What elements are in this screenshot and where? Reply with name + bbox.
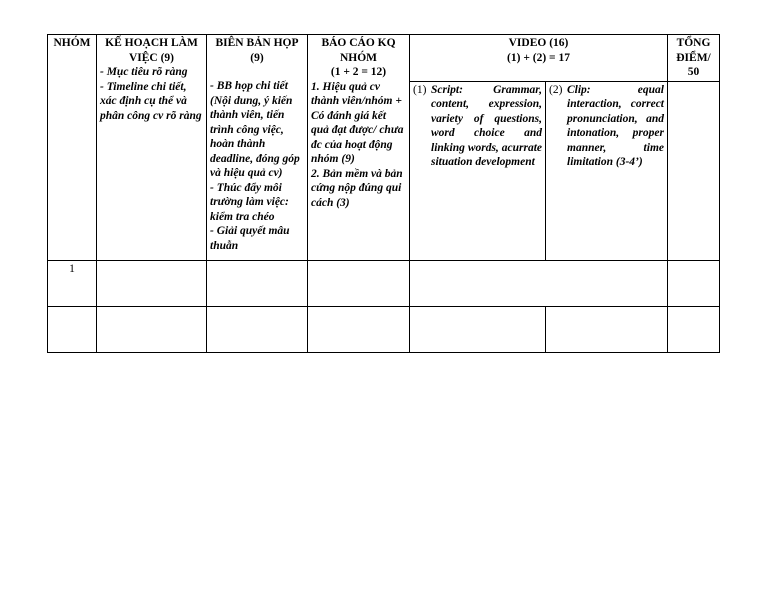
- grading-rubric-table: [47, 34, 720, 353]
- row-cell-video-clip: [546, 306, 668, 352]
- row-cell-tong-diem: [668, 260, 720, 306]
- video-clip-cell: [546, 81, 668, 260]
- header-video: VIDEO (16): [508, 37, 569, 49]
- row-nhom: [48, 306, 97, 352]
- ke-hoach-criterion: - Mục tiêu rõ ràng: [100, 66, 188, 78]
- bao-cao-criterion: 2. Bản mềm và bản cứng nộp đúng qui cách (3): [311, 167, 403, 209]
- bien-ban-criterion: - Thúc đẩy môi trường làm việc: kiểm tra chéo: [210, 181, 289, 223]
- ke-hoach-criterion: - Timeline chi tiết, xác định cụ thể và phân công cv rõ ràng: [100, 80, 202, 122]
- bien-ban-criterion: - Giải quyết mâu thuẫn: [210, 225, 290, 252]
- row-cell-ke-hoach: [97, 306, 207, 352]
- bao-cao-formula: (1 + 2 = 12): [330, 66, 387, 78]
- header-bien-ban-cell: [207, 35, 308, 261]
- row-cell-bao-cao: [308, 260, 410, 306]
- video-clip-number: (2): [549, 83, 563, 96]
- header-bien-ban: BIÊN BẢN HỌP (9): [215, 37, 299, 64]
- row-cell-bien-ban: [207, 306, 308, 352]
- row-cell-video-script: [410, 306, 546, 352]
- bien-ban-criterion: - BB họp chi tiết (Nội dung, ý kiến thành viên, tiến trình công việc, hoàn thành deadline, đóng góp và hiệu quả cv): [210, 80, 300, 179]
- video-formula: (1) + (2) = 17: [507, 51, 570, 64]
- row-cell-bao-cao: [308, 306, 410, 352]
- video-clip-text: Clip: equal interaction, correct pronunciation, and intonation, proper manner, time limitation (3-4’): [567, 83, 664, 168]
- header-nhom: NHÓM: [48, 35, 97, 261]
- video-script-cell: [410, 81, 546, 260]
- header-ke-hoach: KẾ HOẠCH LÀM VIỆC (9): [105, 37, 198, 64]
- tong-diem-blank: [668, 81, 720, 260]
- header-bao-cao-cell: [308, 35, 410, 261]
- header-tong-diem: TỔNG ĐIỂM/ 50: [668, 35, 720, 82]
- video-script-number: (1): [413, 83, 427, 96]
- row-cell-bien-ban: [207, 260, 308, 306]
- table-row: [48, 306, 720, 352]
- row-cell-tong-diem: [668, 306, 720, 352]
- row-cell-ke-hoach: [97, 260, 207, 306]
- row-nhom: 1: [48, 260, 97, 306]
- header-bao-cao: BÁO CÁO KQ NHÓM: [321, 37, 396, 64]
- row-cell-video: [410, 260, 668, 306]
- header-ke-hoach-cell: [97, 35, 207, 261]
- header-video-cell: [410, 35, 668, 82]
- video-script-text: Script: Grammar, content, expression, variety of questions, word choice and linking words, acurrate situation development: [431, 83, 542, 168]
- table-row: [48, 260, 720, 306]
- bao-cao-criterion: 1. Hiệu quả cv thành viên/nhóm + Có đánh giá kết quả đạt được/ chưa đc của hoạt động nhóm (9): [311, 80, 404, 165]
